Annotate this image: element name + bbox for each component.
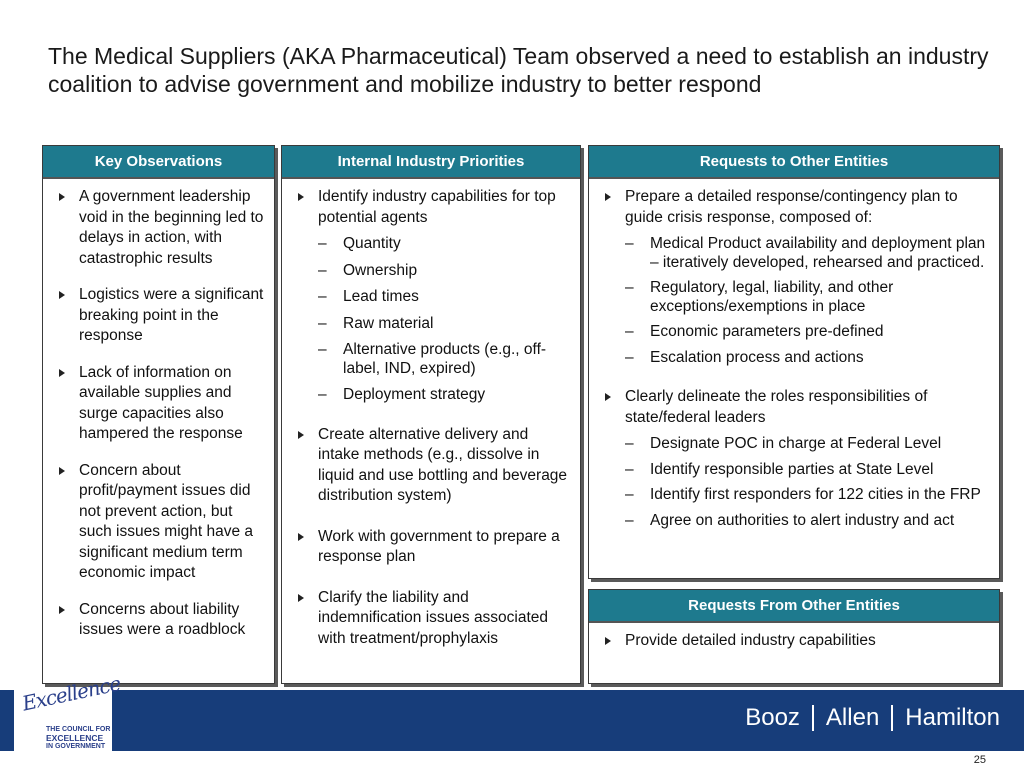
brand-separator xyxy=(812,705,814,731)
list-item: Identify industry capabilities for top potential agents – Quantity – Ownership – Lead times – Raw material – Alternative products (e.g., off-label, IND, expired) – Deployment strategy xyxy=(296,187,570,405)
sub-item: – Raw material xyxy=(318,314,434,332)
requests-to-panel xyxy=(588,145,1000,579)
bullet-arrow-icon xyxy=(605,193,611,201)
bullet-arrow-icon xyxy=(59,467,65,475)
slide-title: The Medical Suppliers (AKA Pharmaceutical) Team observed a need to establish an industry coalition to advise government and mobilize industry to better respond xyxy=(48,43,989,97)
sub-item: – Lead times xyxy=(318,288,419,305)
sub-item: – Alternative products (e.g., off-label, IND, expired) xyxy=(318,341,547,377)
sub-item: – Escalation process and actions xyxy=(625,348,864,366)
internal-priorities-panel xyxy=(281,145,581,684)
list-item: Prepare a detailed response/contingency plan to guide crisis response, composed of: – Medical Product availability and deployment plan – iteratively developed, rehearsed and practiced. – Regulatory, legal, liability, and other exceptions/exemptions in place – Economic parameters pre-defined – Escalation process and actions xyxy=(603,187,991,367)
list-item: Create alternative delivery and intake methods (e.g., dissolve in liquid and use bottling and beverage distribution system) xyxy=(296,425,570,507)
sub-item: – Regulatory, legal, liability, and other exceptions/exemptions in place xyxy=(625,279,894,315)
list-item: Concerns about liability issues were a roadblock xyxy=(57,600,264,641)
bullet-arrow-icon xyxy=(59,369,65,377)
list-item: Concern about profit/payment issues did not prevent action, but such issues might have a significant medium term economic impact xyxy=(57,461,264,584)
bullet-arrow-icon xyxy=(298,594,304,602)
bullet-arrow-icon xyxy=(298,193,304,201)
list-item: A government leadership void in the beginning led to delays in action, with catastrophic results xyxy=(57,187,264,269)
list-item: Work with government to prepare a response plan xyxy=(296,527,570,568)
requests-from-panel xyxy=(588,589,1000,684)
list-item: Lack of information on available supplies and surge capacities also hampered the response xyxy=(57,363,264,445)
booz-allen-logo: Booz Allen Hamilton xyxy=(745,704,1000,731)
internal-priorities-heading: Internal Industry Priorities xyxy=(282,146,580,179)
sub-item: – Agree on authorities to alert industry and act xyxy=(625,511,955,529)
sub-item: – Economic parameters pre-defined xyxy=(625,323,884,340)
requests-from-heading: Requests From Other Entities xyxy=(589,590,999,623)
council-text: THE COUNCIL FOR EXCELLENCE IN GOVERNMENT xyxy=(46,726,111,750)
bullet-arrow-icon xyxy=(605,393,611,401)
bullet-arrow-icon xyxy=(298,533,304,541)
bullet-arrow-icon xyxy=(298,431,304,439)
sub-item: – Deployment strategy xyxy=(318,386,486,403)
list-item: Provide detailed industry capabilities xyxy=(603,631,989,652)
sub-item: – Identify first responders for 122 cities in the FRP xyxy=(625,486,981,503)
bullet-arrow-icon xyxy=(59,606,65,614)
sub-item: – Designate POC in charge at Federal Level xyxy=(625,435,942,452)
footer-bar xyxy=(0,671,1024,751)
bullet-arrow-icon xyxy=(605,637,611,645)
sub-item: – Medical Product availability and deployment plan – iteratively developed, rehearsed and practiced. xyxy=(625,235,986,271)
sub-item: – Quantity xyxy=(318,235,401,252)
excellence-script: Excellence xyxy=(20,671,123,716)
list-item: Clearly delineate the roles responsibilities of state/federal leaders – Designate POC in charge at Federal Level – Identify responsible parties at State Level – Identify first responders for 122 cities in the FRP – Agree on authorities to alert industry and act xyxy=(603,387,991,530)
key-observations-panel xyxy=(42,145,275,684)
key-observations-heading: Key Observations xyxy=(43,146,274,179)
page-number: 25 xyxy=(973,754,986,766)
brand-separator xyxy=(891,705,893,731)
bullet-arrow-icon xyxy=(59,291,65,299)
sub-item: – Identify responsible parties at State Level xyxy=(625,460,934,478)
council-logo xyxy=(14,671,123,751)
bullet-arrow-icon xyxy=(59,193,65,201)
requests-to-heading: Requests to Other Entities xyxy=(589,146,999,179)
list-item: Logistics were a significant breaking point in the response xyxy=(57,285,264,347)
list-item: Clarify the liability and indemnification issues associated with treatment/prophylaxis xyxy=(296,588,570,650)
sub-item: – Ownership xyxy=(318,261,418,279)
